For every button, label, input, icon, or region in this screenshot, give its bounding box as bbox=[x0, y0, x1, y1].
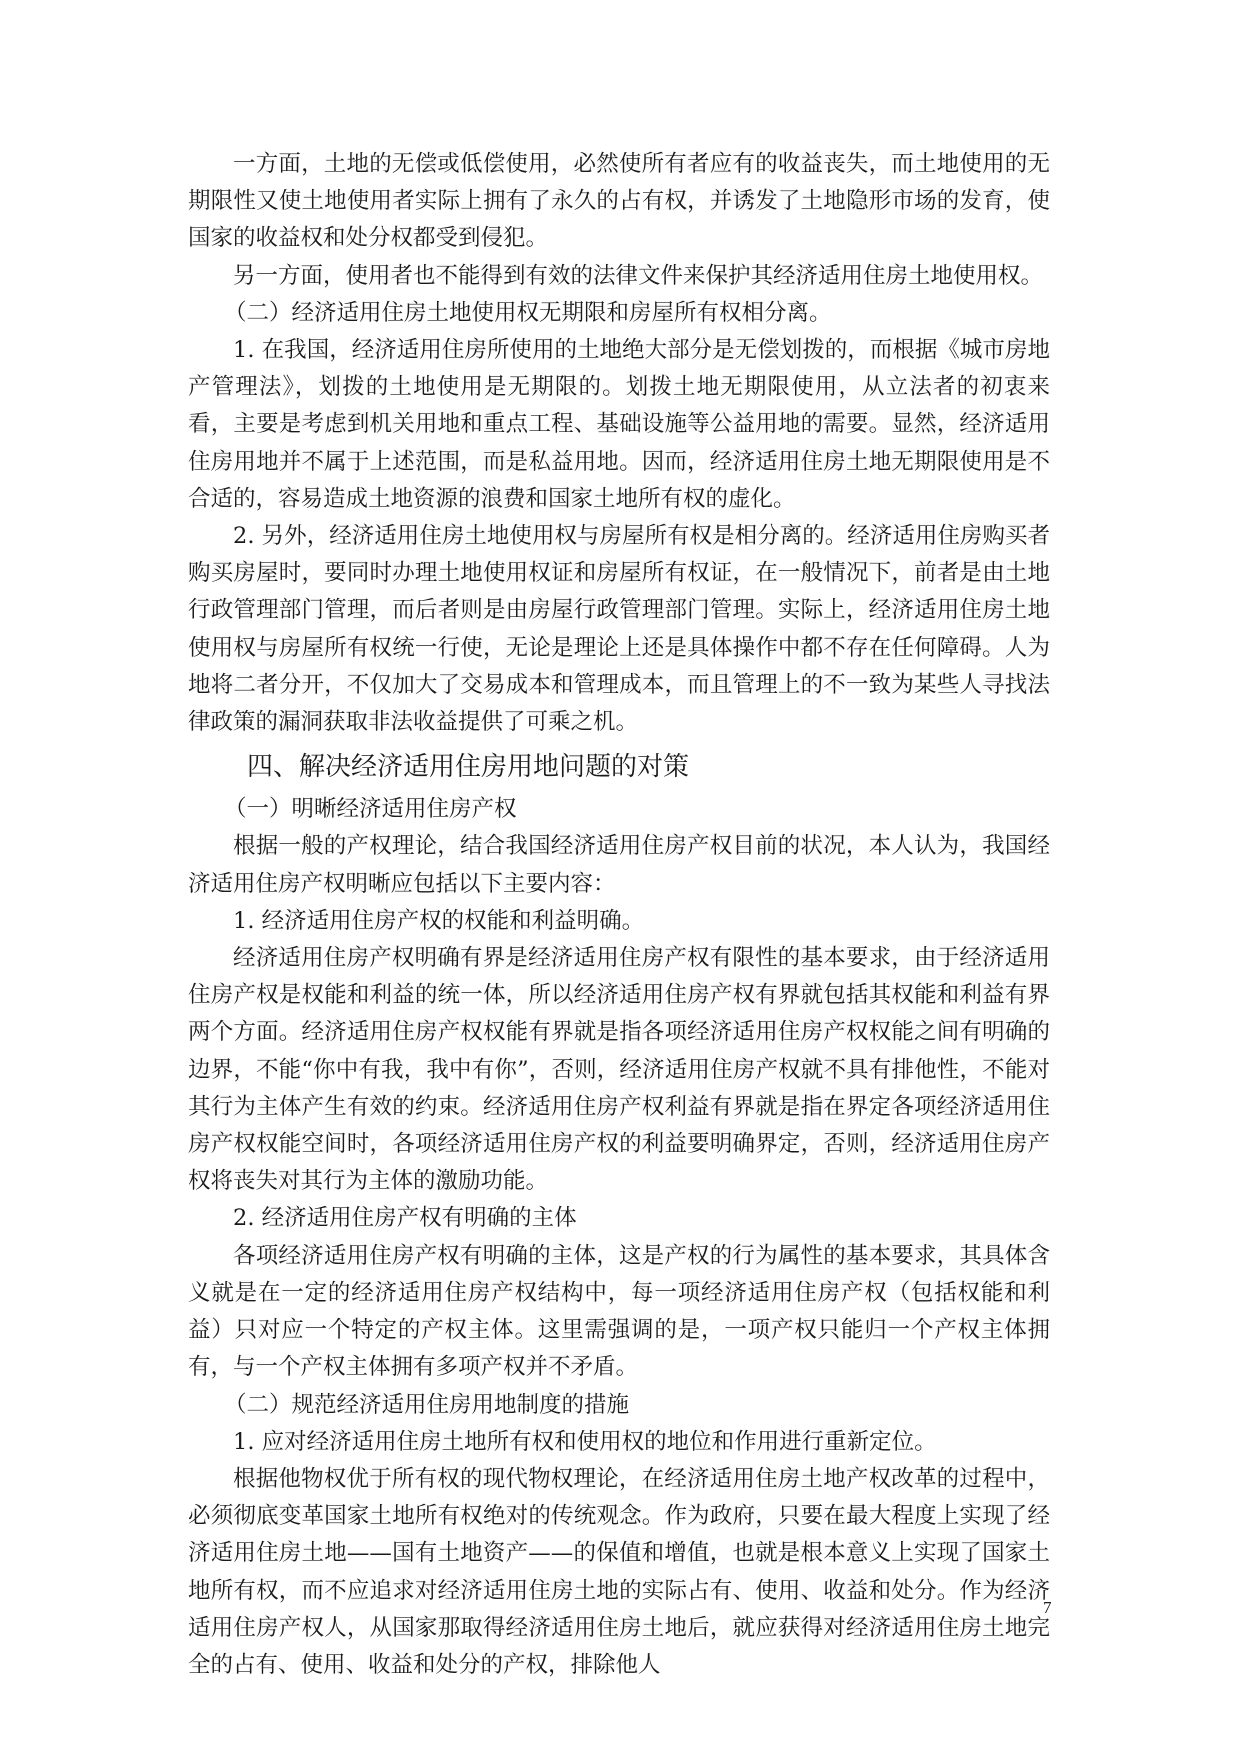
paragraph: 根据他物权优于所有权的现代物权理论，在经济适用住房土地产权改革的过程中，必须彻底变革国家土地所有权绝对的传统观念。作为政府，只要在最大程度上实现了经济适用住房土地——国有土地资产——的保值和增值，也就是根本意义上实现了国家土地所有权，而不应追求对经济适用住房土地的实际占有、使用、收益和处分。作为经济适用住房产权人，从国家那取得经济适用住房土地后，就应获得对经济适用住房土地完全的占有、使用、收益和处分的产权，排除他人 bbox=[188, 1465, 1050, 1678]
numbered-point: 1. 应对经济适用住房土地所有权和使用权的地位和作用进行重新定位。 bbox=[233, 1428, 937, 1455]
numbered-point: 2. 经济适用住房产权有明确的主体 bbox=[233, 1205, 577, 1232]
paragraph: 一方面，土地的无偿或低偿使用，必然使所有者应有的收益丧失，而土地使用的无期限性又使土地使用者实际上拥有了永久的占有权，并诱发了土地隐形市场的发育，使国家的收益权和处分权都受到侵犯。 bbox=[188, 151, 1050, 252]
subsection-heading: （二）规范经济适用住房用地制度的措施 bbox=[224, 1391, 630, 1418]
paragraph: 经济适用住房产权明确有界是经济适用住房产权有限性的基本要求，由于经济适用住房产权是权能和利益的统一体，所以经济适用住房产权有界就包括其权能和利益有界两个方面。经济适用住房产权权能有界就是指各项经济适用住房产权权能之间有明确的边界，不能“你中有我，我中有你”，否则，经济适用住房产权就不具有排他性，不能对其行为主体产生有效的约束。经济适用住房产权利益有界就是指在界定各项经济适用住房产权权能空间时，各项经济适用住房产权的利益要明确界定，否则，经济适用住房产权将丧失对其行为主体的激励功能。 bbox=[188, 945, 1050, 1195]
section-heading: 四、解决经济适用住房用地问题的对策 bbox=[247, 752, 690, 783]
subsection-heading: （一）明晰经济适用住房产权 bbox=[224, 796, 517, 823]
paragraph: 2. 另外，经济适用住房土地使用权与房屋所有权是相分离的。经济适用住房购买者购买房屋时，要同时办理土地使用权证和房屋所有权证，在一般情况下，前者是由土地行政管理部门管理，而后者则是由房屋行政管理部门管理。实际上，经济适用住房土地使用权与房屋所有权统一行使，无论是理论上还是具体操作中都不存在任何障碍。人为地将二者分开，不仅加大了交易成本和管理成本，而且管理上的不一致为某些人寻找法律政策的漏洞获取非法收益提供了可乘之机。 bbox=[188, 523, 1050, 736]
page-number: 7 bbox=[1043, 1598, 1052, 1617]
paragraph: 各项经济适用住房产权有明确的主体，这是产权的行为属性的基本要求，其具体含义就是在一定的经济适用住房产权结构中，每一项经济适用住房产权（包括权能和利益）只对应一个特定的产权主体。这里需强调的是，一项产权只能归一个产权主体拥有，与一个产权主体拥有多项产权并不矛盾。 bbox=[188, 1242, 1050, 1381]
document-body bbox=[188, 146, 1050, 1684]
subsection-heading: （二）经济适用住房土地使用权无期限和房屋所有权相分离。 bbox=[224, 299, 832, 326]
paragraph: 另一方面，使用者也不能得到有效的法律文件来保护其经济适用住房土地使用权。 bbox=[233, 262, 1044, 289]
paragraph: 1. 在我国，经济适用住房所使用的土地绝大部分是无偿划拨的，而根据《城市房地产管理法》，划拨的土地使用是无期限的。划拨土地无期限使用，从立法者的初衷来看，主要是考虑到机关用地和重点工程、基础设施等公益用地的需要。显然，经济适用住房用地并不属于上述范围，而是私益用地。因而，经济适用住房土地无期限使用是不合适的，容易造成土地资源的浪费和国家土地所有权的虚化。 bbox=[188, 337, 1050, 512]
paragraph: 根据一般的产权理论，结合我国经济适用住房产权目前的状况，本人认为，我国经济适用住房产权明晰应包括以下主要内容： bbox=[188, 833, 1050, 897]
numbered-point: 1. 经济适用住房产权的权能和利益明确。 bbox=[233, 907, 645, 934]
